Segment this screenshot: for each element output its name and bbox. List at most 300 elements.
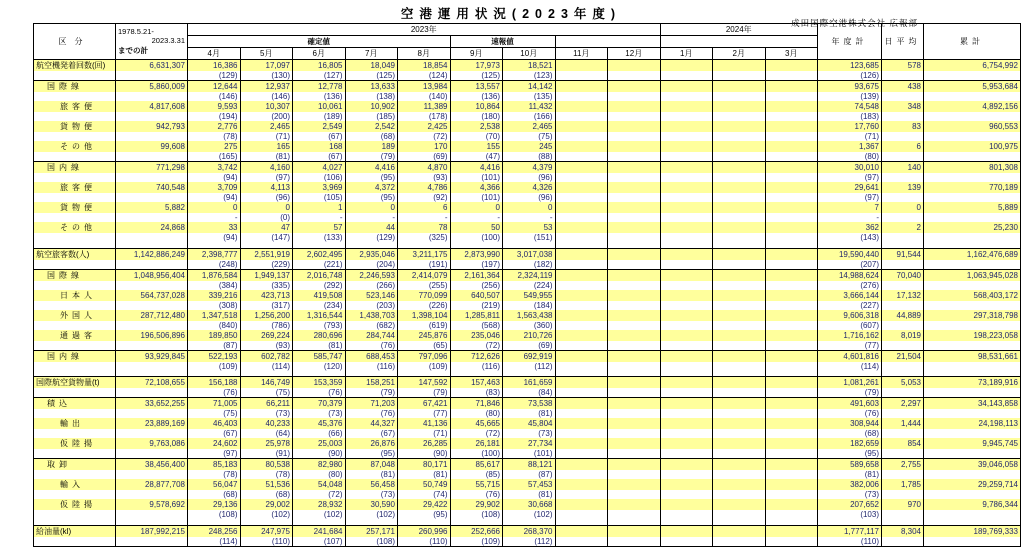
month-yoy-pct: (67) bbox=[345, 429, 398, 438]
month-value: 17,097 bbox=[240, 60, 293, 72]
row-label: 貨物便 bbox=[34, 202, 116, 213]
grand-total-blank bbox=[924, 233, 1021, 242]
grand-total-value: 24,198,113 bbox=[924, 418, 1021, 429]
month-yoy-pct: (92) bbox=[398, 193, 451, 202]
month-value bbox=[555, 525, 608, 537]
row-label: その他 bbox=[34, 222, 116, 233]
grand-total-value: 6,754,992 bbox=[924, 60, 1021, 72]
table-row bbox=[34, 525, 1021, 537]
month-yoy-pct bbox=[608, 537, 661, 547]
grand-total-blank bbox=[924, 260, 1021, 270]
month-value bbox=[555, 121, 608, 132]
month-value bbox=[555, 290, 608, 301]
month-value: 29,902 bbox=[450, 499, 503, 510]
month-value: 549,955 bbox=[503, 290, 556, 301]
month-value bbox=[608, 182, 661, 193]
month-value: 14,142 bbox=[503, 81, 556, 93]
month-value: 2,551,919 bbox=[240, 248, 293, 260]
month-value: 53 bbox=[503, 222, 556, 233]
table-row bbox=[34, 290, 1021, 301]
col-header-month: 6月 bbox=[293, 48, 346, 60]
month-yoy-pct: (112) bbox=[503, 362, 556, 371]
month-value bbox=[608, 81, 661, 93]
month-value bbox=[713, 350, 766, 362]
fy-total-value: 589,658 bbox=[818, 459, 882, 471]
daily-avg-value: 8,304 bbox=[882, 525, 924, 537]
fy-total-yoy-pct: (139) bbox=[818, 92, 882, 101]
daily-avg-value: 6 bbox=[882, 141, 924, 152]
month-value bbox=[660, 222, 713, 233]
month-value: 82,980 bbox=[293, 459, 346, 471]
month-yoy-pct: (335) bbox=[240, 281, 293, 290]
month-value: 165 bbox=[240, 141, 293, 152]
daily-avg-blank bbox=[882, 409, 924, 418]
month-yoy-pct: (203) bbox=[345, 301, 398, 310]
month-yoy-pct bbox=[713, 260, 766, 270]
col-header-confirmed: 確定値 bbox=[188, 36, 451, 48]
month-value: 44 bbox=[345, 222, 398, 233]
month-yoy-pct: (120) bbox=[293, 362, 346, 371]
fy-total-yoy-pct: (76) bbox=[818, 409, 882, 418]
fy-total-yoy-pct: (110) bbox=[818, 537, 882, 547]
month-value: 4,870 bbox=[398, 162, 451, 174]
fy-total-yoy-pct: - bbox=[818, 213, 882, 222]
month-value bbox=[555, 81, 608, 93]
month-yoy-pct: (97) bbox=[188, 449, 241, 459]
month-value: 3,017,038 bbox=[503, 248, 556, 260]
month-value: 161,659 bbox=[503, 377, 556, 389]
month-value bbox=[765, 269, 818, 281]
month-value: 80,171 bbox=[398, 459, 451, 471]
month-yoy-pct: - bbox=[503, 213, 556, 222]
grand-total-value: 34,143,858 bbox=[924, 398, 1021, 410]
month-value: 30,590 bbox=[345, 499, 398, 510]
month-value: 153,359 bbox=[293, 377, 346, 389]
month-yoy-pct: (124) bbox=[398, 71, 451, 81]
row-label: 仮陸揚 bbox=[34, 438, 116, 449]
month-yoy-pct bbox=[765, 362, 818, 371]
month-value bbox=[765, 141, 818, 152]
month-value bbox=[608, 330, 661, 341]
month-value bbox=[765, 398, 818, 410]
month-yoy-pct: (102) bbox=[345, 510, 398, 519]
month-yoy-pct bbox=[713, 470, 766, 479]
month-yoy-pct: (67) bbox=[293, 132, 346, 141]
month-yoy-pct: (197) bbox=[450, 260, 503, 270]
month-yoy-pct: (106) bbox=[293, 173, 346, 182]
cumulative-blank bbox=[116, 429, 188, 438]
month-yoy-pct: (78) bbox=[188, 132, 241, 141]
table-row bbox=[34, 330, 1021, 341]
month-value bbox=[713, 525, 766, 537]
fy-total-value: 1,777,117 bbox=[818, 525, 882, 537]
grand-total-blank bbox=[924, 537, 1021, 547]
month-yoy-pct: (325) bbox=[398, 233, 451, 242]
month-yoy-pct: (221) bbox=[293, 260, 346, 270]
month-value: 71,846 bbox=[450, 398, 503, 410]
month-yoy-pct: - bbox=[345, 213, 398, 222]
cumulative-value: 24,868 bbox=[116, 222, 188, 233]
month-value bbox=[555, 438, 608, 449]
row-label-blank bbox=[34, 193, 116, 202]
row-label-blank bbox=[34, 409, 116, 418]
row-label-blank bbox=[34, 388, 116, 398]
month-yoy-pct: (67) bbox=[293, 152, 346, 162]
month-yoy-pct: (136) bbox=[450, 92, 503, 101]
fy-total-yoy-pct: (227) bbox=[818, 301, 882, 310]
daily-avg-blank bbox=[882, 362, 924, 371]
row-label-blank bbox=[34, 112, 116, 121]
table-row bbox=[34, 398, 1021, 410]
month-value: 2,324,119 bbox=[503, 269, 556, 281]
month-yoy-pct: (619) bbox=[398, 321, 451, 330]
month-yoy-pct bbox=[660, 321, 713, 330]
month-value bbox=[765, 418, 818, 429]
month-value: 80,538 bbox=[240, 459, 293, 471]
month-value: 41,136 bbox=[398, 418, 451, 429]
month-yoy-pct: (146) bbox=[188, 92, 241, 101]
month-yoy-pct: (147) bbox=[240, 233, 293, 242]
table-row-yoy bbox=[34, 409, 1021, 418]
month-value: 85,183 bbox=[188, 459, 241, 471]
table-row-yoy bbox=[34, 510, 1021, 519]
cumulative-blank bbox=[116, 173, 188, 182]
month-yoy-pct: (68) bbox=[345, 132, 398, 141]
month-value: 0 bbox=[240, 202, 293, 213]
month-value bbox=[713, 459, 766, 471]
row-label-blank bbox=[34, 449, 116, 459]
month-yoy-pct: (165) bbox=[188, 152, 241, 162]
month-value bbox=[555, 459, 608, 471]
row-label-blank bbox=[34, 490, 116, 499]
month-yoy-pct bbox=[713, 233, 766, 242]
month-yoy-pct: (109) bbox=[450, 537, 503, 547]
grand-total-blank bbox=[924, 92, 1021, 101]
table-row-yoy bbox=[34, 233, 1021, 242]
month-yoy-pct bbox=[608, 470, 661, 479]
col-header-month: 10月 bbox=[503, 48, 556, 60]
month-value bbox=[765, 290, 818, 301]
daily-avg-value: 854 bbox=[882, 438, 924, 449]
month-value bbox=[660, 182, 713, 193]
cumulative-blank bbox=[116, 341, 188, 351]
month-yoy-pct bbox=[765, 510, 818, 519]
month-value bbox=[765, 479, 818, 490]
col-header-month: 12月 bbox=[608, 48, 661, 60]
month-yoy-pct bbox=[765, 112, 818, 121]
month-value: 70,379 bbox=[293, 398, 346, 410]
month-value bbox=[713, 438, 766, 449]
month-yoy-pct bbox=[765, 321, 818, 330]
month-yoy-pct bbox=[765, 213, 818, 222]
fy-total-value: 491,603 bbox=[818, 398, 882, 410]
month-value: 85,617 bbox=[450, 459, 503, 471]
month-value: 4,113 bbox=[240, 182, 293, 193]
month-value bbox=[608, 479, 661, 490]
table-row bbox=[34, 162, 1021, 174]
month-yoy-pct bbox=[765, 341, 818, 351]
row-label: 日本人 bbox=[34, 290, 116, 301]
grand-total-blank bbox=[924, 321, 1021, 330]
fy-total-yoy-pct: (77) bbox=[818, 341, 882, 351]
month-value bbox=[608, 121, 661, 132]
month-yoy-pct: (129) bbox=[188, 71, 241, 81]
cumulative-value: 28,877,708 bbox=[116, 479, 188, 490]
month-value: 0 bbox=[450, 202, 503, 213]
month-value: 26,181 bbox=[450, 438, 503, 449]
month-yoy-pct: (248) bbox=[188, 260, 241, 270]
month-yoy-pct: (75) bbox=[240, 388, 293, 398]
month-yoy-pct bbox=[608, 510, 661, 519]
month-yoy-pct: (840) bbox=[188, 321, 241, 330]
month-yoy-pct: (125) bbox=[345, 71, 398, 81]
month-value bbox=[608, 290, 661, 301]
month-value: 56,047 bbox=[188, 479, 241, 490]
month-value: 4,326 bbox=[503, 182, 556, 193]
month-yoy-pct bbox=[555, 537, 608, 547]
month-value bbox=[765, 350, 818, 362]
month-yoy-pct bbox=[555, 470, 608, 479]
table-row-yoy bbox=[34, 152, 1021, 162]
month-yoy-pct bbox=[765, 388, 818, 398]
month-yoy-pct: (95) bbox=[345, 173, 398, 182]
month-yoy-pct: (90) bbox=[398, 449, 451, 459]
month-yoy-pct bbox=[555, 281, 608, 290]
month-yoy-pct bbox=[713, 388, 766, 398]
month-yoy-pct: (66) bbox=[293, 429, 346, 438]
month-yoy-pct: (234) bbox=[293, 301, 346, 310]
month-value bbox=[713, 377, 766, 389]
month-value bbox=[608, 377, 661, 389]
month-yoy-pct bbox=[608, 132, 661, 141]
month-value bbox=[608, 222, 661, 233]
month-yoy-pct bbox=[765, 132, 818, 141]
daily-avg-value: 1,785 bbox=[882, 479, 924, 490]
month-yoy-pct: (108) bbox=[450, 510, 503, 519]
month-value: 1,256,200 bbox=[240, 310, 293, 321]
daily-avg-blank bbox=[882, 429, 924, 438]
col-header-blank-2024 bbox=[660, 36, 818, 48]
month-yoy-pct: (94) bbox=[188, 233, 241, 242]
month-yoy-pct: (112) bbox=[503, 537, 556, 547]
month-value: 24,602 bbox=[188, 438, 241, 449]
cumulative-blank bbox=[116, 233, 188, 242]
month-yoy-pct bbox=[608, 152, 661, 162]
month-yoy-pct bbox=[608, 112, 661, 121]
cumulative-line-3: までの計 bbox=[118, 46, 148, 55]
month-yoy-pct bbox=[608, 409, 661, 418]
month-yoy-pct: (384) bbox=[188, 281, 241, 290]
month-value: 157,463 bbox=[450, 377, 503, 389]
cumulative-value: 23,889,169 bbox=[116, 418, 188, 429]
month-yoy-pct bbox=[713, 71, 766, 81]
daily-avg-blank bbox=[882, 470, 924, 479]
month-value: 712,626 bbox=[450, 350, 503, 362]
grand-total-value: 29,259,714 bbox=[924, 479, 1021, 490]
month-yoy-pct bbox=[608, 71, 661, 81]
month-yoy-pct bbox=[713, 112, 766, 121]
month-value: 33 bbox=[188, 222, 241, 233]
daily-avg-blank bbox=[882, 71, 924, 81]
month-yoy-pct: (76) bbox=[188, 388, 241, 398]
month-yoy-pct: (317) bbox=[240, 301, 293, 310]
cumulative-blank bbox=[116, 260, 188, 270]
month-yoy-pct: (76) bbox=[345, 409, 398, 418]
month-yoy-pct: (255) bbox=[398, 281, 451, 290]
month-value: 3,969 bbox=[293, 182, 346, 193]
month-yoy-pct bbox=[765, 429, 818, 438]
row-label: 輸入 bbox=[34, 479, 116, 490]
cumulative-blank bbox=[116, 362, 188, 371]
month-yoy-pct: (224) bbox=[503, 281, 556, 290]
month-value: 16,386 bbox=[188, 60, 241, 72]
month-yoy-pct: (292) bbox=[293, 281, 346, 290]
month-value: 71,203 bbox=[345, 398, 398, 410]
cumulative-blank bbox=[116, 112, 188, 121]
month-value: 640,507 bbox=[450, 290, 503, 301]
month-value: 66,211 bbox=[240, 398, 293, 410]
month-value: 2,465 bbox=[503, 121, 556, 132]
fy-total-value: 308,944 bbox=[818, 418, 882, 429]
col-header-month: 11月 bbox=[555, 48, 608, 60]
row-label: 航空旅客数(人) bbox=[34, 248, 116, 260]
month-value bbox=[713, 222, 766, 233]
daily-avg-blank bbox=[882, 233, 924, 242]
month-yoy-pct: - bbox=[293, 213, 346, 222]
month-yoy-pct: (79) bbox=[398, 388, 451, 398]
month-value bbox=[765, 182, 818, 193]
month-yoy-pct bbox=[555, 213, 608, 222]
month-value: 11,432 bbox=[503, 101, 556, 112]
month-value: 10,864 bbox=[450, 101, 503, 112]
month-yoy-pct: (178) bbox=[398, 112, 451, 121]
month-value: 2,016,748 bbox=[293, 269, 346, 281]
table-row-yoy bbox=[34, 281, 1021, 290]
col-header-fy-total: 年度計 bbox=[818, 24, 882, 60]
row-label: 取卸 bbox=[34, 459, 116, 471]
month-yoy-pct: (194) bbox=[188, 112, 241, 121]
month-value: 168 bbox=[293, 141, 346, 152]
fy-total-yoy-pct: (97) bbox=[818, 193, 882, 202]
month-yoy-pct bbox=[713, 362, 766, 371]
month-value bbox=[660, 310, 713, 321]
daily-avg-value: 0 bbox=[882, 202, 924, 213]
grand-total-value: 801,308 bbox=[924, 162, 1021, 174]
row-label-blank bbox=[34, 281, 116, 290]
month-value bbox=[713, 310, 766, 321]
daily-avg-value: 578 bbox=[882, 60, 924, 72]
daily-avg-value: 348 bbox=[882, 101, 924, 112]
month-value bbox=[608, 101, 661, 112]
month-yoy-pct: (81) bbox=[345, 470, 398, 479]
fy-total-value: 362 bbox=[818, 222, 882, 233]
month-yoy-pct bbox=[608, 321, 661, 330]
month-value bbox=[660, 350, 713, 362]
month-value bbox=[660, 248, 713, 260]
month-value: 0 bbox=[188, 202, 241, 213]
fy-total-value: 17,760 bbox=[818, 121, 882, 132]
month-value bbox=[713, 269, 766, 281]
month-value: 12,644 bbox=[188, 81, 241, 93]
month-value bbox=[555, 377, 608, 389]
grand-total-blank bbox=[924, 341, 1021, 351]
table-row-yoy bbox=[34, 71, 1021, 81]
month-value bbox=[555, 350, 608, 362]
month-value: 2,465 bbox=[240, 121, 293, 132]
month-value: 4,366 bbox=[450, 182, 503, 193]
cumulative-value: 9,763,086 bbox=[116, 438, 188, 449]
month-value bbox=[765, 121, 818, 132]
month-value: 13,557 bbox=[450, 81, 503, 93]
month-yoy-pct: (182) bbox=[503, 260, 556, 270]
month-yoy-pct: (94) bbox=[188, 173, 241, 182]
row-label: 国内線 bbox=[34, 162, 116, 174]
month-yoy-pct bbox=[555, 388, 608, 398]
month-value bbox=[765, 310, 818, 321]
daily-avg-blank bbox=[882, 173, 924, 182]
cumulative-value: 187,992,215 bbox=[116, 525, 188, 537]
month-yoy-pct bbox=[608, 301, 661, 310]
month-yoy-pct bbox=[555, 132, 608, 141]
fy-total-yoy-pct: (68) bbox=[818, 429, 882, 438]
cumulative-blank bbox=[116, 152, 188, 162]
month-value: 78 bbox=[398, 222, 451, 233]
row-label: 積込 bbox=[34, 398, 116, 410]
fy-total-yoy-pct: (126) bbox=[818, 71, 882, 81]
cumulative-blank bbox=[116, 281, 188, 290]
month-value bbox=[660, 202, 713, 213]
month-value bbox=[608, 60, 661, 72]
month-yoy-pct bbox=[608, 388, 661, 398]
month-value bbox=[555, 182, 608, 193]
cumulative-blank bbox=[116, 510, 188, 519]
fy-total-value: 3,666,144 bbox=[818, 290, 882, 301]
month-value bbox=[660, 162, 713, 174]
month-yoy-pct bbox=[555, 449, 608, 459]
month-value bbox=[713, 479, 766, 490]
month-yoy-pct: (308) bbox=[188, 301, 241, 310]
month-yoy-pct: (65) bbox=[398, 341, 451, 351]
month-value: 1,316,544 bbox=[293, 310, 346, 321]
grand-total-value: 189,769,333 bbox=[924, 525, 1021, 537]
month-value bbox=[608, 459, 661, 471]
month-value: 45,804 bbox=[503, 418, 556, 429]
month-yoy-pct: - bbox=[188, 213, 241, 222]
month-value: 13,633 bbox=[345, 81, 398, 93]
fy-total-yoy-pct: (81) bbox=[818, 470, 882, 479]
fy-total-value: 182,659 bbox=[818, 438, 882, 449]
month-value: 1,438,703 bbox=[345, 310, 398, 321]
month-yoy-pct: (72) bbox=[398, 132, 451, 141]
grand-total-value: 73,189,916 bbox=[924, 377, 1021, 389]
row-label: 給油量(kl) bbox=[34, 525, 116, 537]
month-value bbox=[608, 398, 661, 410]
month-yoy-pct: (73) bbox=[240, 409, 293, 418]
month-yoy-pct: (68) bbox=[240, 490, 293, 499]
row-label: 外国人 bbox=[34, 310, 116, 321]
month-yoy-pct bbox=[660, 193, 713, 202]
month-yoy-pct: (101) bbox=[503, 449, 556, 459]
month-value bbox=[660, 499, 713, 510]
month-yoy-pct: (125) bbox=[450, 71, 503, 81]
table-row bbox=[34, 269, 1021, 281]
grand-total-blank bbox=[924, 510, 1021, 519]
month-yoy-pct: (793) bbox=[293, 321, 346, 330]
grand-total-blank bbox=[924, 362, 1021, 371]
cumulative-blank bbox=[116, 490, 188, 499]
month-yoy-pct: (75) bbox=[188, 409, 241, 418]
grand-total-blank bbox=[924, 213, 1021, 222]
